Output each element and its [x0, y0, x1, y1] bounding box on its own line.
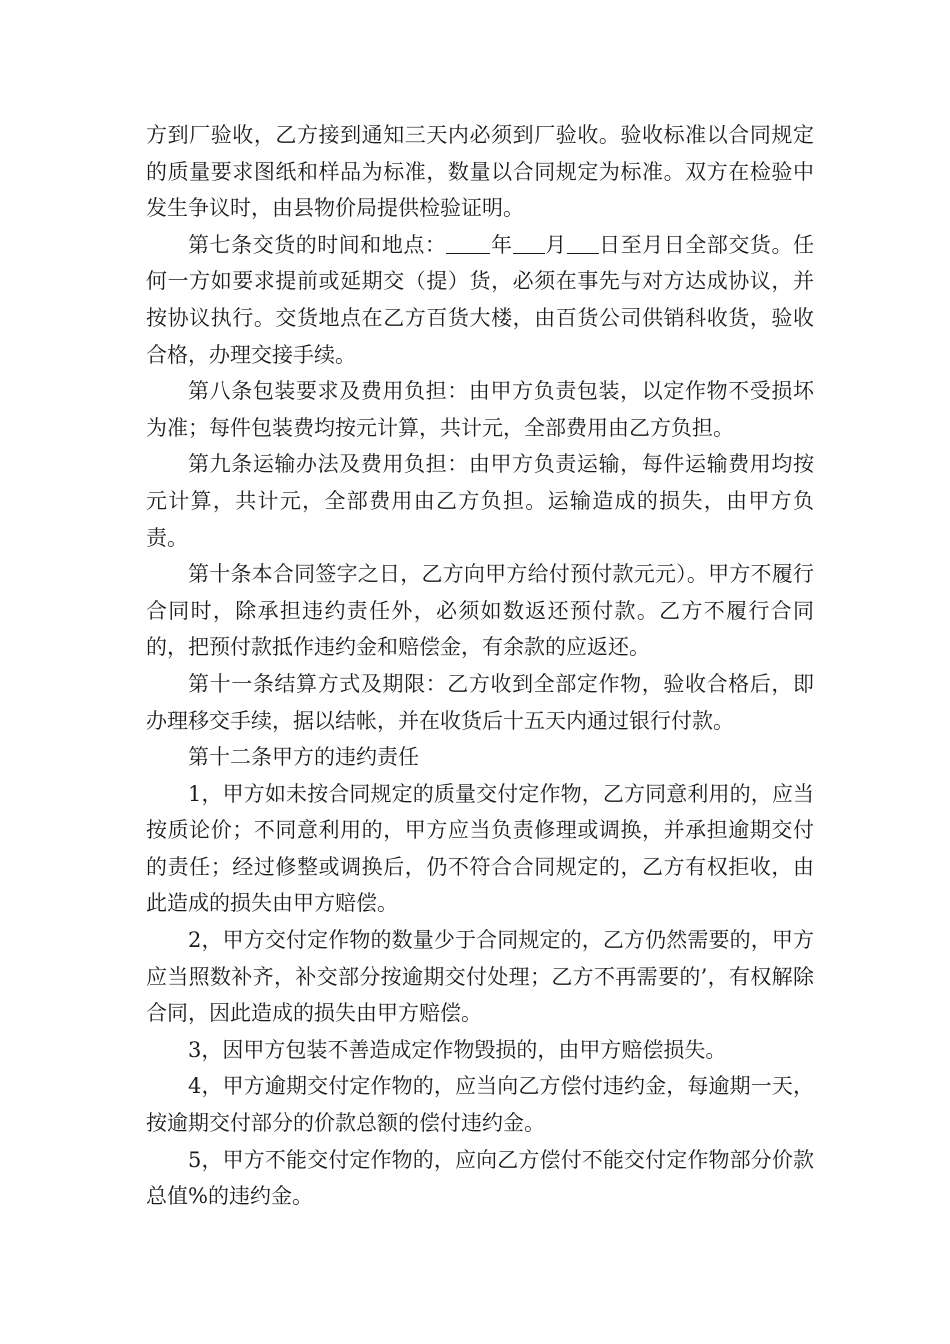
- list-item-4: 4，甲方逾期交付定作物的，应当向乙方偿付违约金，每逾期一天，按逾期交付部分的价款总额的偿付违约金。: [146, 1074, 814, 1136]
- paragraph-article-9-transport: 第九条运输办法及费用负担：由甲方负责运输，每件运输费用均按元计算，共计元，全部费用由乙方负担。运输造成的损失，由甲方负责。: [146, 452, 814, 550]
- list-item-1: 1，甲方如未按合同规定的质量交付定作物，乙方同意利用的，应当按质论价；不同意利用的，甲方应当负责修理或调换，并承担逾期交付的责任；经过修整或调换后，仍不符合合同规定的，乙方有权拒收，由此造成的损失由甲方赔偿。: [146, 781, 814, 916]
- article-7-lead: 第七条交货的时间和地点：: [188, 232, 447, 257]
- paragraph-inspection: 方到厂验收，乙方接到通知三天内必须到厂验收。验收标准以合同规定的质量要求图纸和样品为标准，数量以合同规定为标准。双方在检验中发生争议时，由县物价局提供检验证明。: [146, 123, 814, 221]
- list-item-2: 2，甲方交付定作物的数量少于合同规定的，乙方仍然需要的，甲方应当照数补齐，补交部分按逾期交付处理；乙方不再需要的’，有权解除合同，因此造成的损失由甲方赔偿。: [146, 928, 814, 1026]
- paragraph-article-7-delivery: [146, 227, 814, 373]
- list-item-3: 3，因甲方包装不善造成定作物毁损的，由甲方赔偿损失。: [188, 1037, 727, 1062]
- article-7-rest: 日至月日全部交货。任何一方如要求提前或延期交（提）货，必须在事先与对方达成协议，并按协议执行。交货地点在乙方百货大楼，由百货公司供销科收货，验收合格，办理交接手续。: [146, 232, 815, 367]
- paragraph-article-10-prepayment: 第十条本合同签字之日，乙方向甲方给付预付款元元）。甲方不履行合同时，除承担违约责任外，必须如数返还预付款。乙方不履行合同的，把预付款抵作违约金和赔偿金，有余款的应返还。: [146, 562, 814, 660]
- paragraph-article-12-heading: 第十二条甲方的违约责任: [188, 745, 419, 770]
- document-page: [146, 117, 814, 1215]
- year-label: 年: [490, 232, 513, 257]
- month-label: 月: [544, 232, 567, 257]
- day-blank: [567, 231, 599, 254]
- paragraph-article-11-settlement: 第十一条结算方式及期限：乙方收到全部定作物，验收合格后，即办理移交手续，据以结帐，并在收货后十五天内通过银行付款。: [146, 671, 814, 733]
- month-blank: [513, 231, 545, 254]
- year-blank: [446, 231, 490, 254]
- list-item-5: 5，甲方不能交付定作物的，应向乙方偿付不能交付定作物部分价款总值%的违约金。: [146, 1147, 814, 1209]
- paragraph-article-8-packaging: 第八条包装要求及费用负担：由甲方负责包装，以定作物不受损坏为准；每件包装费均按元计算，共计元，全部费用由乙方负担。: [146, 379, 814, 440]
